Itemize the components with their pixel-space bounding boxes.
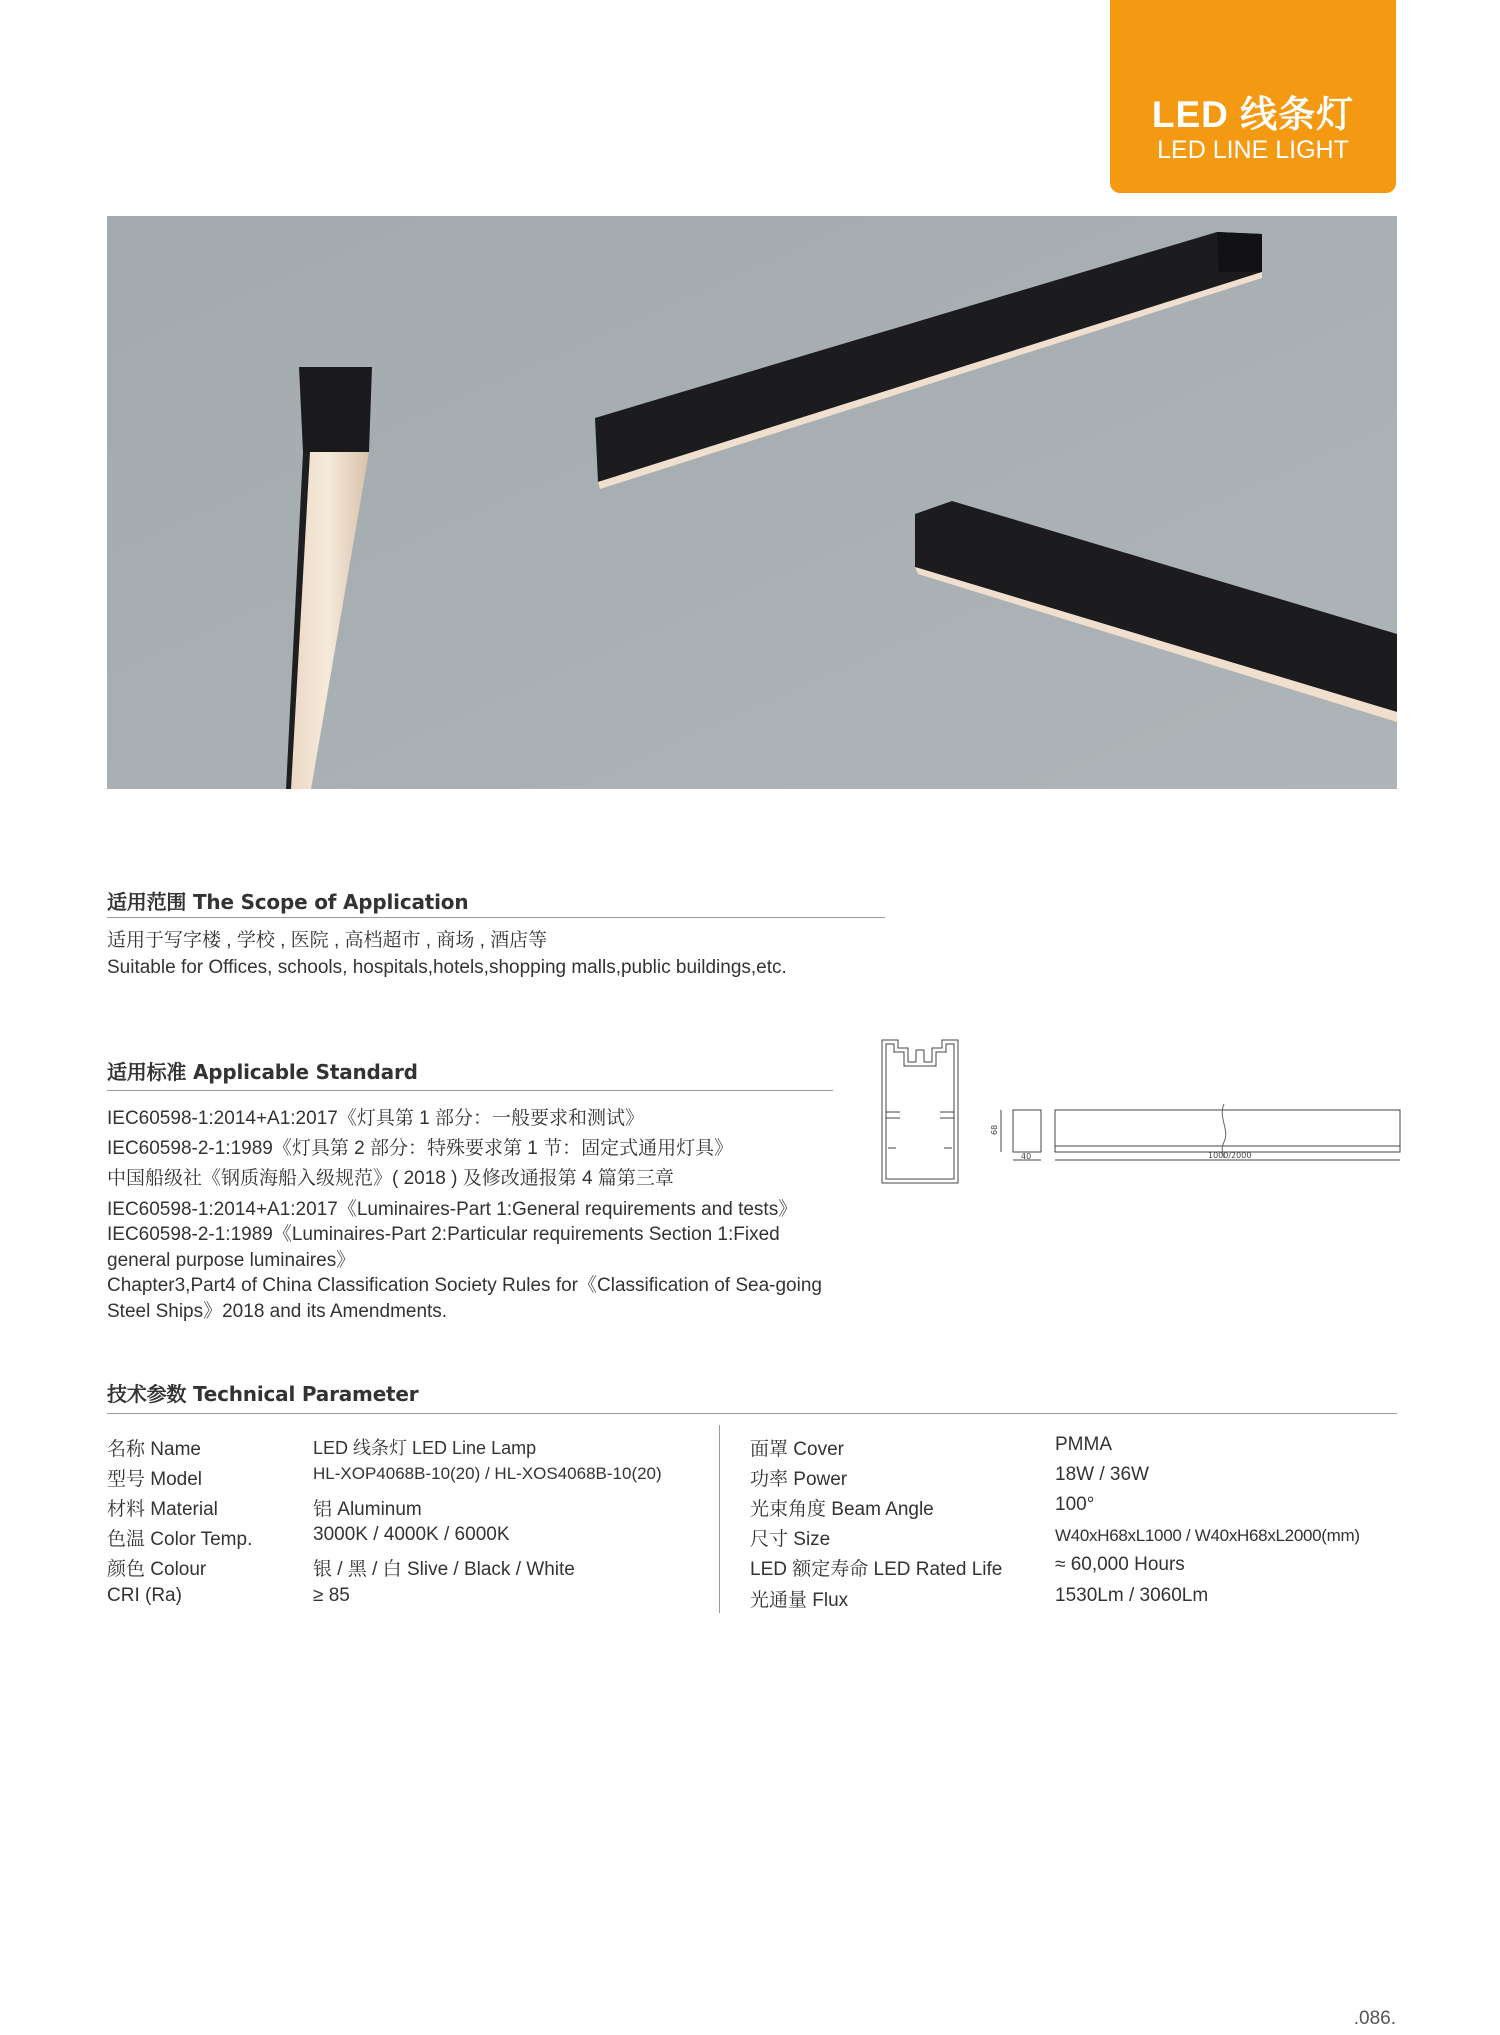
param-value: 3000K / 4000K / 6000K — [313, 1524, 510, 1545]
param-label: CRI (Ra) — [107, 1585, 182, 1606]
param-value: 银 / 黑 / 白 Slive / Black / White — [313, 1559, 575, 1580]
param-value: 铝 Aluminum — [313, 1499, 422, 1520]
param-value: LED 线条灯 LED Line Lamp — [313, 1438, 537, 1458]
header-title-en: LED LINE LIGHT — [1157, 136, 1349, 164]
profile-cross-section — [882, 1040, 958, 1183]
param-label: 色温 Color Temp. — [107, 1529, 253, 1550]
param-value: 100° — [1055, 1494, 1095, 1515]
dim-length-label: 1000/2000 — [1208, 1151, 1252, 1160]
param-value: W40xH68xL1000 / W40xH68xL2000(mm) — [1055, 1526, 1360, 1545]
scope-rule — [107, 917, 885, 918]
standard-line: IEC60598-1:2014+A1:2017《Luminaires-Part 1:General requirements and tests》 — [107, 1199, 798, 1220]
header-title-cn: LED 线条灯 — [1151, 94, 1355, 135]
param-label: 颜色 Colour — [107, 1559, 207, 1580]
tech-title: 技术参数 Technical Parameter — [107, 1382, 419, 1406]
param-label: LED 额定寿命 LED Rated Life — [750, 1559, 1003, 1580]
scope-line-en: Suitable for Offices, schools, hospitals,hotels,shopping malls,public buildings,etc. — [107, 957, 787, 978]
param-value: 1530Lm / 3060Lm — [1055, 1585, 1209, 1606]
param-value: PMMA — [1055, 1434, 1112, 1455]
param-value: HL-XOP4068B-10(20) / HL-XOS4068B-10(20) — [313, 1464, 662, 1483]
standard-line: IEC60598-2-1:1989《灯具第 2 部分：特殊要求第 1 节：固定式通用灯具》 — [107, 1138, 734, 1159]
page-number: .086. — [1353, 2008, 1396, 2029]
dim-width-label: 40 — [1021, 1152, 1032, 1161]
standard-line: Steel Ships》2018 and its Amendments. — [107, 1301, 448, 1322]
param-label: 光通量 Flux — [750, 1590, 849, 1611]
dim-height-label: 68 — [990, 1124, 999, 1135]
scope-line-cn: 适用于写字楼 , 学校 , 医院 , 高档超市 , 商场 , 酒店等 — [107, 930, 548, 951]
header-tab — [1110, 0, 1396, 193]
standard-line: 中国船级社《钢质海船入级规范》( 2018 ) 及修改通报第 4 篇第三章 — [107, 1168, 674, 1189]
technical-drawing — [880, 1038, 1405, 1185]
tech-column-divider — [719, 1425, 720, 1613]
standard-line: general purpose luminaires》 — [107, 1250, 356, 1271]
standard-title: 适用标准 Applicable Standard — [107, 1060, 418, 1084]
product-photo — [107, 216, 1397, 789]
param-label: 面罩 Cover — [750, 1439, 844, 1460]
tech-rule — [107, 1413, 1397, 1414]
param-value: 18W / 36W — [1055, 1464, 1149, 1485]
standard-rule — [107, 1090, 833, 1091]
param-value: ≥ 85 — [313, 1585, 350, 1606]
standard-line: Chapter3,Part4 of China Classification Society Rules for《Classification of Sea-going — [107, 1275, 822, 1296]
param-label: 型号 Model — [107, 1469, 203, 1490]
param-label: 尺寸 Size — [750, 1529, 831, 1550]
param-label: 名称 Name — [107, 1439, 201, 1460]
standard-line: IEC60598-1:2014+A1:2017《灯具第 1 部分：一般要求和测试》 — [107, 1108, 644, 1129]
scope-title: 适用范围 The Scope of Application — [107, 890, 469, 914]
param-label: 功率 Power — [750, 1469, 848, 1490]
standard-line: IEC60598-2-1:1989《Luminaires-Part 2:Particular requirements Section 1:Fixed — [107, 1224, 780, 1245]
param-label: 材料 Material — [107, 1499, 218, 1520]
param-value: ≈ 60,000 Hours — [1055, 1554, 1185, 1575]
param-label: 光束角度 Beam Angle — [750, 1499, 934, 1520]
